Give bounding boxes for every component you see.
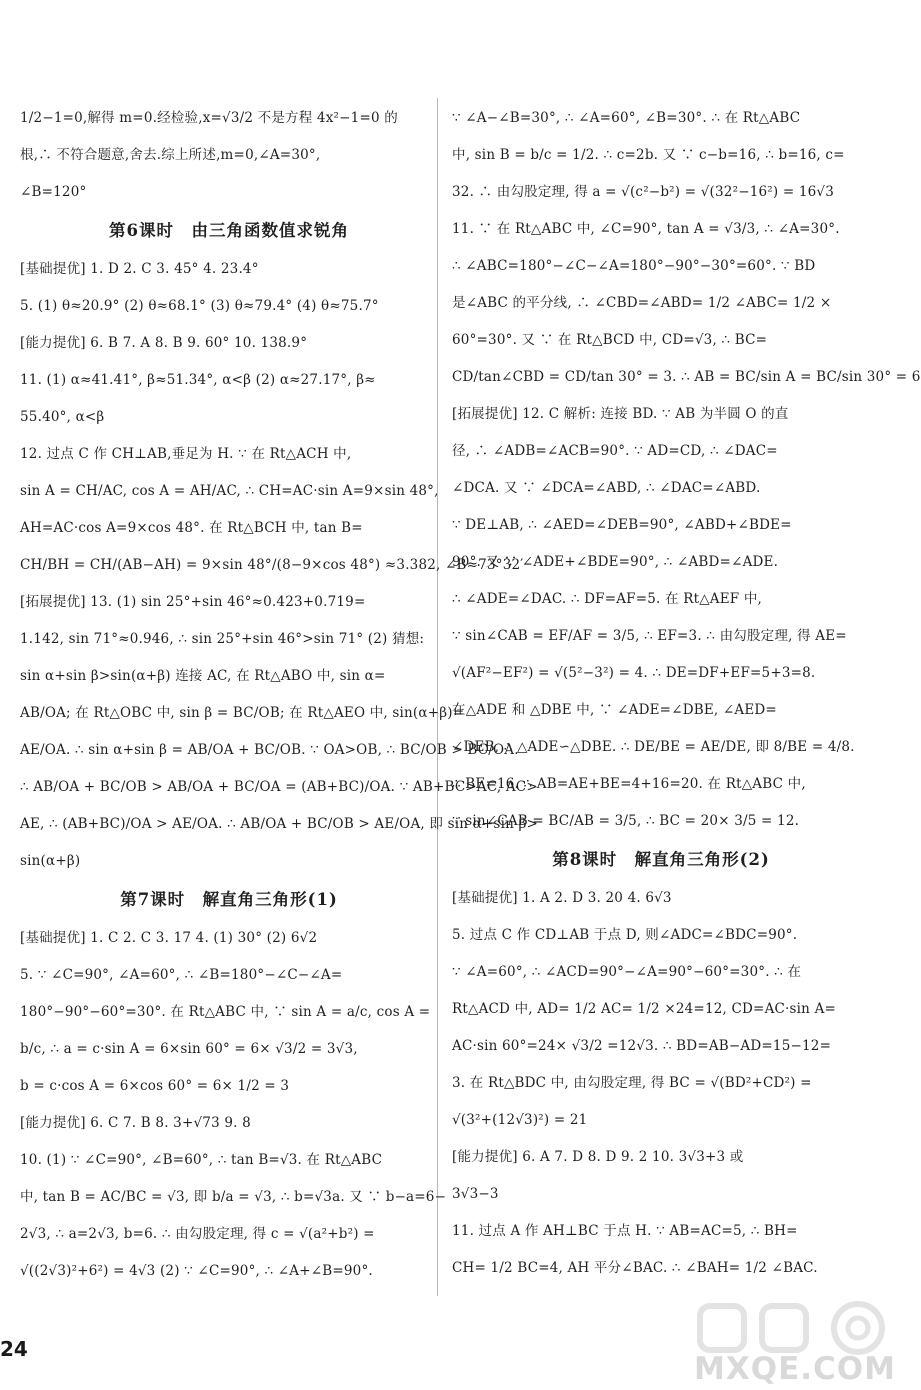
text-line: ∠DCA. 又 ∵ ∠DCA=∠ABD, ∴ ∠DAC=∠ABD. <box>452 480 761 496</box>
text-line: 3√3−3 <box>452 1186 499 1202</box>
text-line: 根,∴ 不符合题意,舍去.综上所述,m=0,∠A=30°, <box>20 147 321 163</box>
text-line: 5. 过点 C 作 CD⊥AB 于点 D, 则∠ADC=∠BDC=90°. <box>452 927 798 943</box>
text-line: √(3²+(12√3)²) = 21 <box>452 1112 588 1128</box>
text-line: [能力提优] 6. B 7. A 8. B 9. 60° 10. 138.9° <box>20 335 308 351</box>
text-line: 2√3, ∴ a=2√3, b=6. ∴ 由勾股定理, 得 c = √(a²+b²) = <box>20 1226 375 1242</box>
text-line: [基础提优] 1. A 2. D 3. 20 4. 6√3 <box>452 890 672 906</box>
text-line: 12. 过点 C 作 CH⊥AB,垂足为 H. ∵ 在 Rt△ACH 中, <box>20 446 352 462</box>
text-line: 11. (1) α≈41.41°, β≈51.34°, α<β (2) α≈27.17°, β≈ <box>20 372 376 388</box>
text-line: ∵ sin∠CAB = BC/AB = 3/5, ∴ BC = 20× 3/5 = 12. <box>452 813 800 829</box>
text-line: 11. ∵ 在 Rt△ABC 中, ∠C=90°, tan A = √3/3, ∴ ∠A=30°. <box>452 221 840 237</box>
text-line: ∴ BE=16. ∴ AB=AE+BE=4+16=20. 在 Rt△ABC 中, <box>452 776 806 792</box>
text-line: 60°=30°. 又 ∵ 在 Rt△BCD 中, CD=√3, ∴ BC= <box>452 332 768 348</box>
text-line: b/c, ∴ a = c·sin A = 6×sin 60° = 6× √3/2 = 3√3, <box>20 1041 358 1057</box>
text-line: 中, sin B = b/c = 1/2. ∴ c=2b. 又 ∵ c−b=16, ∴ b=16, c= <box>452 147 845 163</box>
text-line: ∠DEB, ∴ △ADE∽△DBE. ∴ DE/BE = AE/DE, 即 8/BE = 4/8. <box>452 739 855 755</box>
text-line: b = c·cos A = 6×cos 60° = 6× 1/2 = 3 <box>20 1078 290 1094</box>
text-line: 55.40°, α<β <box>20 409 105 425</box>
text-line: [拓展提优] 13. (1) sin 25°+sin 46°≈0.423+0.719= <box>20 594 366 610</box>
text-line: AB/OA; 在 Rt△OBC 中, sin β = BC/OB; 在 Rt△AEO 中, sin(α+β)= <box>20 705 465 721</box>
text-line: 5. (1) θ≈20.9° (2) θ≈68.1° (3) θ≈79.4° (4) θ≈75.7° <box>20 298 379 314</box>
text-line: 90°. 又 ∵ ∠ADE+∠BDE=90°, ∴ ∠ABD=∠ADE. <box>452 554 779 570</box>
text-line: [基础提优] 1. C 2. C 3. 17 4. (1) 30° (2) 6√2 <box>20 930 318 946</box>
text-line: 是∠ABC 的平分线, ∴ ∠CBD=∠ABD= 1/2 ∠ABC= 1/2 × <box>452 295 832 311</box>
text-line: 10. (1) ∵ ∠C=90°, ∠B=60°, ∴ tan B=√3. 在 Rt△ABC <box>20 1152 383 1168</box>
text-line: ∴ ∠ABC=180°−∠C−∠A=180°−90°−30°=60°. ∵ BD <box>452 258 816 274</box>
text-line: Rt△ACD 中, AD= 1/2 AC= 1/2 ×24=12, CD=AC·sin A= <box>452 1001 837 1017</box>
lesson-heading: 第7课时 解直角三角形(1) <box>120 890 338 909</box>
text-line: AC·sin 60°=24× √3/2 =12√3. ∴ BD=AB−AD=15−12= <box>452 1038 832 1054</box>
text-line: AH=AC·cos A=9×cos 48°. 在 Rt△BCH 中, tan B= <box>20 520 363 536</box>
watermark-url: MXQE.COM <box>694 1351 897 1387</box>
text-line: 32. ∴ 由勾股定理, 得 a = √(c²−b²) = √(32²−16²) = 16√3 <box>452 184 835 200</box>
text-line: ∵ ∠A−∠B=30°, ∴ ∠A=60°, ∠B=30°. ∴ 在 Rt△ABC <box>452 110 801 126</box>
text-line: ∴ ∠ADE=∠DAC. ∴ DF=AF=5. 在 Rt△AEF 中, <box>452 591 763 607</box>
text-line: AE, ∴ (AB+BC)/OA > AE/OA. ∴ AB/OA + BC/OB > AE/OA, 即 sin α+sin β> <box>20 816 538 832</box>
text-line: [基础提优] 1. D 2. C 3. 45° 4. 23.4° <box>20 261 259 277</box>
text-line: ∵ ∠A=60°, ∴ ∠ACD=90°−∠A=90°−60°=30°. ∴ 在 <box>452 964 802 980</box>
text-line: ∵ DE⊥AB, ∴ ∠AED=∠DEB=90°, ∠ABD+∠BDE= <box>452 517 792 533</box>
text-line: CH/BH = CH/(AB−AH) = 9×sin 48°/(8−9×cos 48°) ≈3.382, ∠B≈73°32′ <box>20 557 524 573</box>
answer-circle-logo <box>696 1300 896 1356</box>
text-line: CD/tan∠CBD = CD/tan 30° = 3. ∴ AB = BC/sin A = BC/sin 30° = 6 <box>452 369 921 385</box>
text-line: 180°−90°−60°=30°. 在 Rt△ABC 中, ∵ sin A = a/c, cos A = <box>20 1004 431 1020</box>
text-line: CH= 1/2 BC=4, AH 平分∠BAC. ∴ ∠BAH= 1/2 ∠BAC. <box>452 1260 818 1276</box>
text-line: ∠B=120° <box>20 184 87 200</box>
lesson-heading: 第6课时 由三角函数值求锐角 <box>109 221 349 240</box>
text-line: √((2√3)²+6²) = 4√3 (2) ∵ ∠C=90°, ∴ ∠A+∠B=90°. <box>20 1263 373 1279</box>
text-line: sin(α+β) <box>20 853 81 869</box>
text-line: ∵ sin∠CAB = EF/AF = 3/5, ∴ EF=3. ∴ 由勾股定理, 得 AE= <box>452 628 847 644</box>
text-line: sin α+sin β>sin(α+β) 连接 AC, 在 Rt△ABO 中, sin α= <box>20 668 386 684</box>
text-line: [拓展提优] 12. C 解析: 连接 BD. ∵ AB 为半圆 O 的直 <box>452 406 789 422</box>
text-line: AE/OA. ∴ sin α+sin β = AB/OA + BC/OB. ∵ OA>OB, ∴ BC/OB > BC/OA. <box>20 742 519 758</box>
watermark <box>690 1300 900 1390</box>
text-line: 径, ∴ ∠ADB=∠ACB=90°. ∵ AD=CD, ∴ ∠DAC= <box>452 443 778 459</box>
text-line: sin A = CH/AC, cos A = AH/AC, ∴ CH=AC·sin A=9×sin 48°, <box>20 483 439 499</box>
text-line: 1/2−1=0,解得 m=0.经检验,x=√3/2 不是方程 4x²−1=0 的 <box>20 110 398 126</box>
text-line: 5. ∵ ∠C=90°, ∠A=60°, ∴ ∠B=180°−∠C−∠A= <box>20 967 343 983</box>
text-line: [能力提优] 6. A 7. D 8. D 9. 2 10. 3√3+3 或 <box>452 1149 744 1165</box>
text-line: 中, tan B = AC/BC = √3, 即 b/a = √3, ∴ b=√3a. 又 ∵ b−a=6− <box>20 1189 447 1205</box>
right-column <box>452 100 921 1287</box>
text-line: 3. 在 Rt△BDC 中, 由勾股定理, 得 BC = √(BD²+CD²) = <box>452 1075 812 1091</box>
lesson-heading: 第8课时 解直角三角形(2) <box>552 850 770 869</box>
text-line: ∴ AB/OA + BC/OB > AB/OA + BC/OA = (AB+BC)/OA. ∵ AB+BC>AC, AC> <box>20 779 538 795</box>
text-line: 11. 过点 A 作 AH⊥BC 于点 H. ∵ AB=AC=5, ∴ BH= <box>452 1223 798 1239</box>
text-line: 在△ADE 和 △DBE 中, ∵ ∠ADE=∠DBE, ∠AED= <box>452 702 777 718</box>
page-number: 24 <box>0 1337 28 1361</box>
text-line: 1.142, sin 71°≈0.946, ∴ sin 25°+sin 46°>sin 71° (2) 猜想: <box>20 631 425 647</box>
text-line: √(AF²−EF²) = √(5²−3²) = 4. ∴ DE=DF+EF=5+3=8. <box>452 665 816 681</box>
text-line: [能力提优] 6. C 7. B 8. 3+√73 9. 8 <box>20 1115 251 1131</box>
